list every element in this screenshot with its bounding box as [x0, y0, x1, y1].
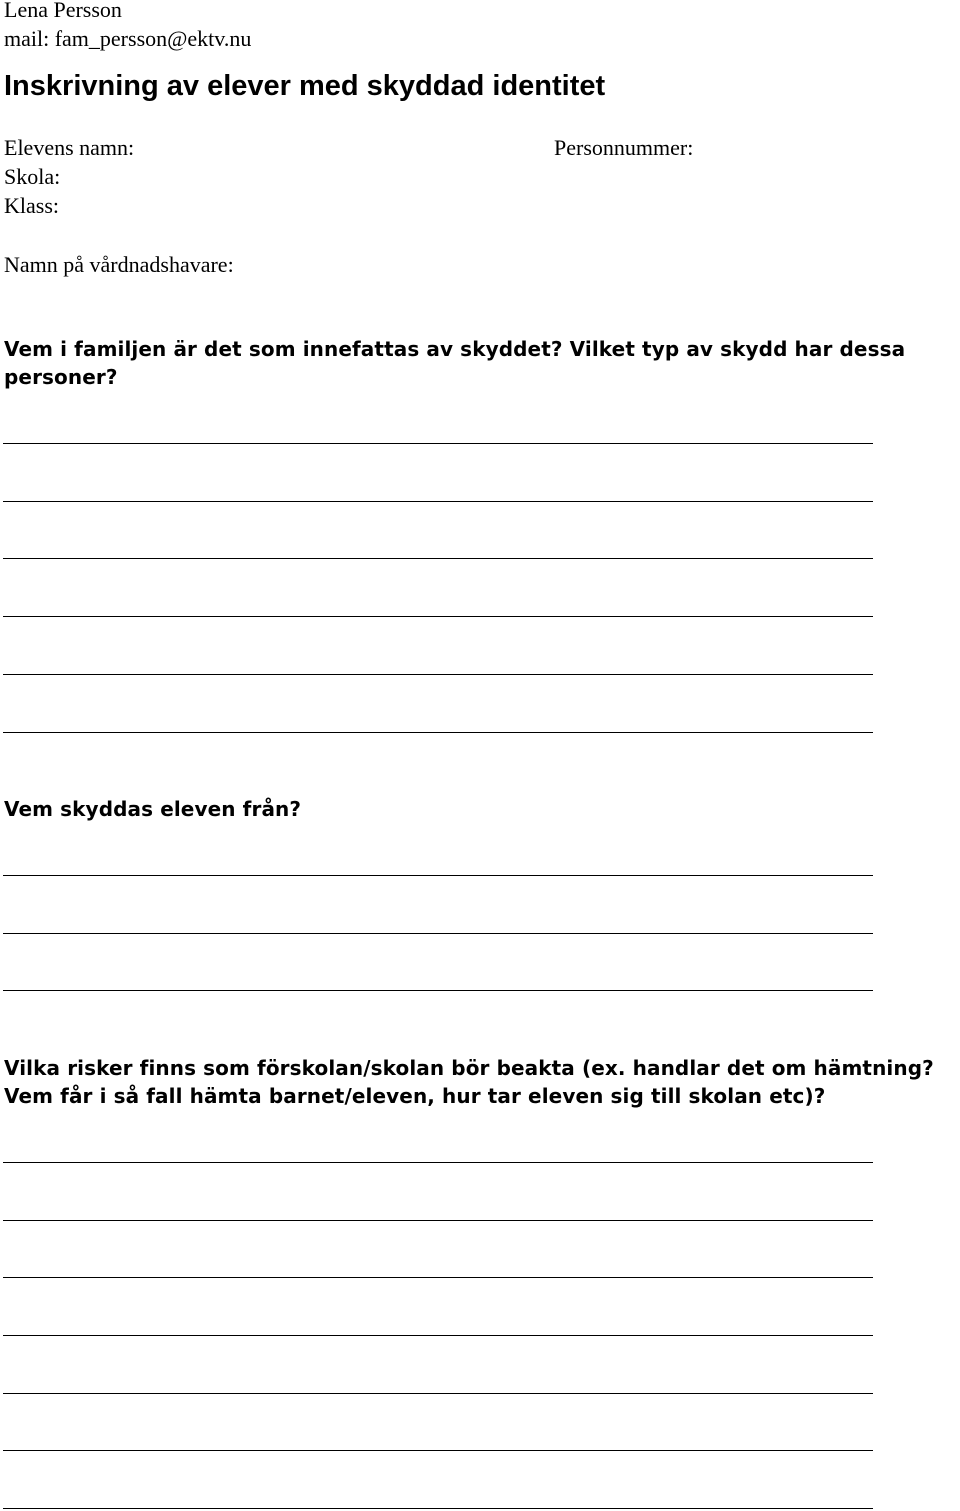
question-3-line-2: Vem får i så fall hämta barnet/eleven, hur tar eleven sig till skolan etc)? — [4, 1084, 826, 1108]
class-label: Klass: — [4, 193, 59, 218]
answer-line[interactable] — [3, 933, 873, 934]
answer-line[interactable] — [3, 1335, 873, 1336]
answer-line[interactable] — [3, 732, 873, 733]
sender-email: mail: fam_persson@ektv.nu — [4, 26, 252, 51]
sender-name: Lena Persson — [4, 0, 122, 22]
answer-line[interactable] — [3, 1162, 873, 1163]
answer-line[interactable] — [3, 443, 873, 444]
personal-number-label: Personnummer: — [554, 135, 694, 160]
question-2: Vem skyddas eleven från? — [4, 797, 302, 821]
question-1-line-2: personer? — [4, 365, 118, 389]
answer-line[interactable] — [3, 1508, 873, 1509]
answer-line[interactable] — [3, 558, 873, 559]
question-1-line-1: Vem i familjen är det som innefattas av skyddet? Vilket typ av skydd har dessa — [4, 337, 906, 361]
answer-line[interactable] — [3, 501, 873, 502]
answer-line[interactable] — [3, 1220, 873, 1221]
answer-line[interactable] — [3, 1450, 873, 1451]
answer-line[interactable] — [3, 875, 873, 876]
question-3-line-1: Vilka risker finns som förskolan/skolan bör beakta (ex. handlar det om hämtning? — [4, 1056, 934, 1080]
school-label: Skola: — [4, 164, 61, 189]
answer-line[interactable] — [3, 990, 873, 991]
page-title: Inskrivning av elever med skyddad identitet — [4, 70, 606, 102]
answer-line[interactable] — [3, 616, 873, 617]
answer-line[interactable] — [3, 1393, 873, 1394]
answer-line[interactable] — [3, 1277, 873, 1278]
student-name-label: Elevens namn: — [4, 135, 135, 160]
guardian-label: Namn på vårdnadshavare: — [4, 252, 234, 277]
answer-line[interactable] — [3, 674, 873, 675]
